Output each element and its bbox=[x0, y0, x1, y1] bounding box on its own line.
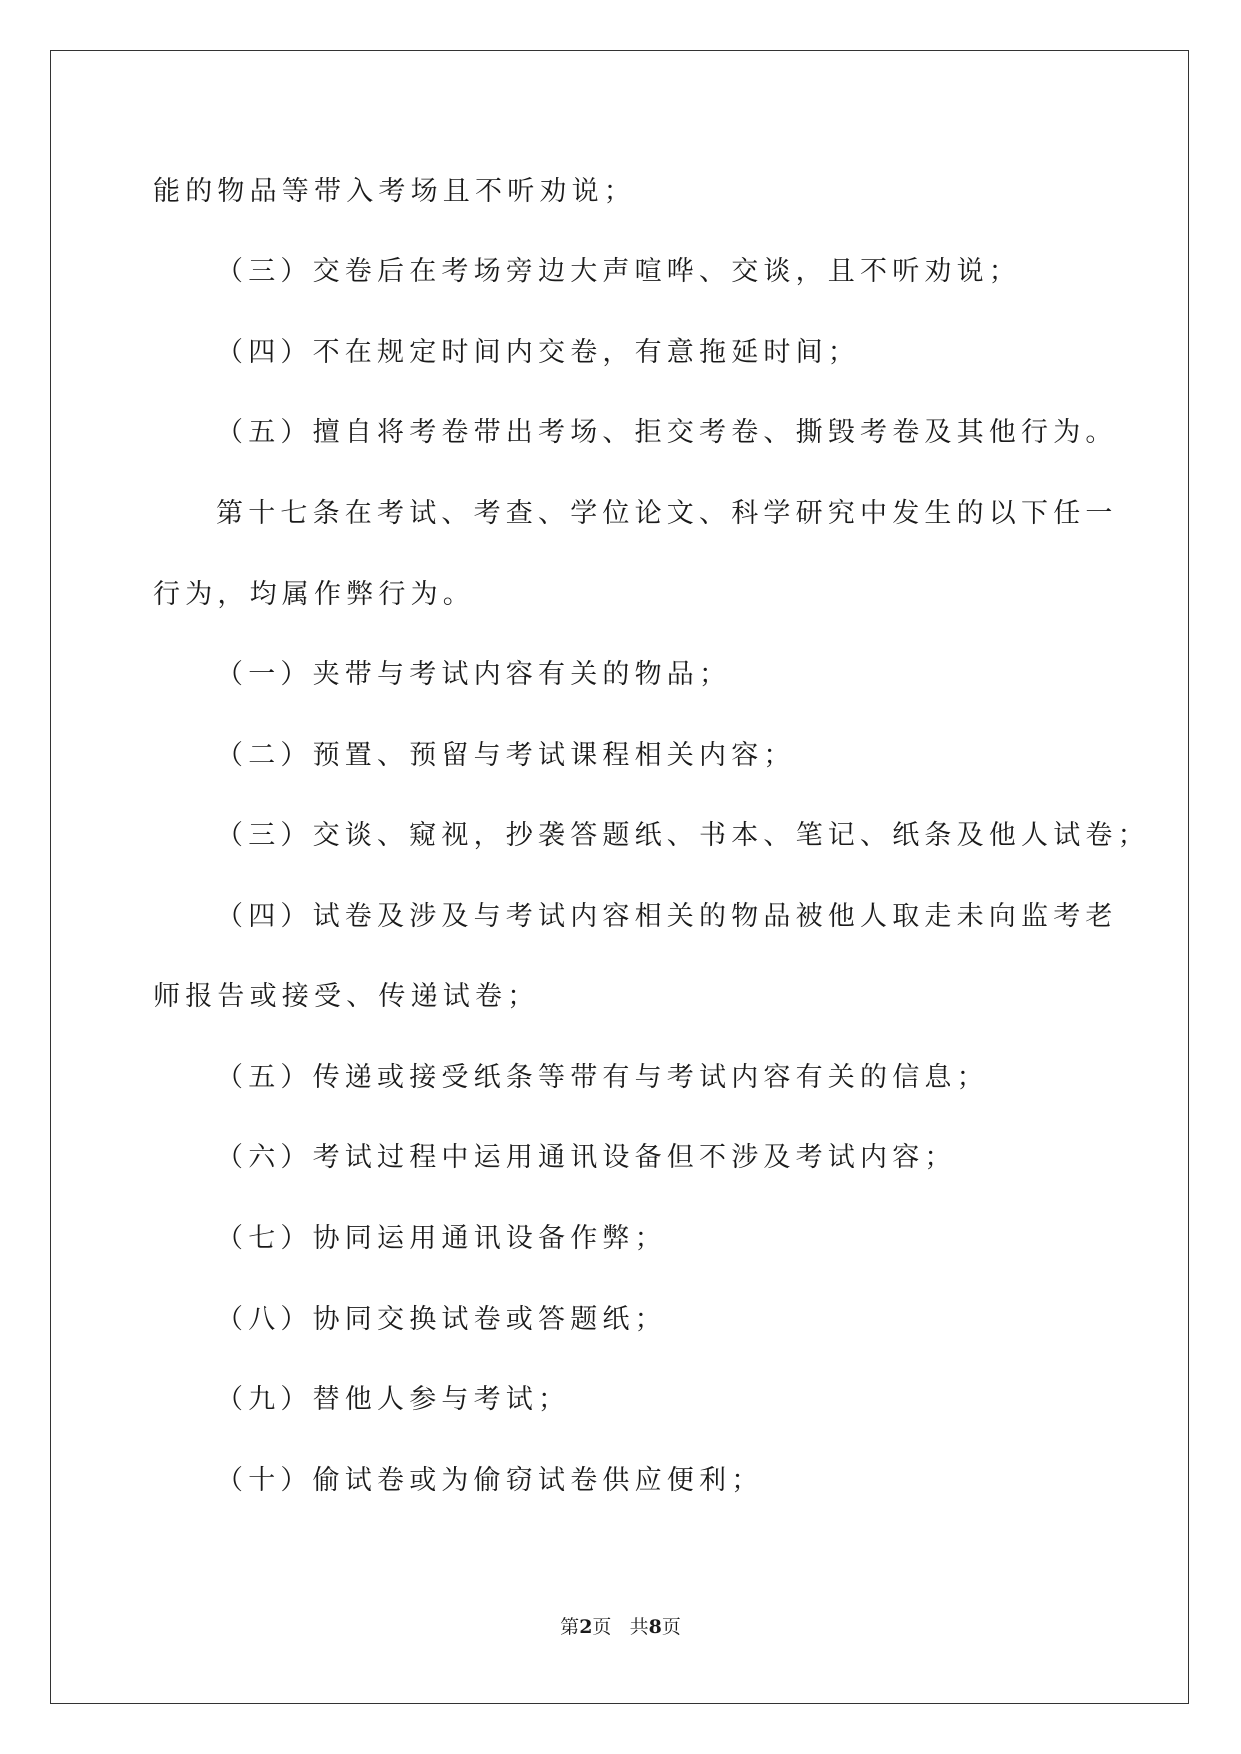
paragraph-line: （三）交谈、窥视，抄袭答题纸、书本、笔记、纸条及他人试卷； bbox=[216, 820, 1150, 851]
paragraph-line: 师报告或接受、传递试卷； bbox=[153, 981, 540, 1012]
paragraph-line: （七）协同运用通讯设备作弊； bbox=[216, 1223, 667, 1254]
page-footer bbox=[0, 1614, 1241, 1640]
paragraph-line: （三）交卷后在考场旁边大声喧哗、交谈，且不听劝说； bbox=[216, 256, 1021, 287]
paragraph-line: （四）试卷及涉及与考试内容相关的物品被他人取走未向监考老 bbox=[216, 901, 1118, 932]
total-suffix: 页 bbox=[661, 1616, 681, 1638]
paragraph-line: 第十七条在考试、考查、学位论文、科学研究中发生的以下任一 bbox=[216, 498, 1118, 529]
paragraph-line: 行为，均属作弊行为。 bbox=[153, 579, 475, 610]
page-border bbox=[50, 50, 1189, 1704]
total-prefix: 共 bbox=[629, 1616, 649, 1638]
paragraph-line: （五）擅自将考卷带出考场、拒交考卷、撕毁考卷及其他行为。 bbox=[216, 417, 1118, 448]
page-suffix: 页 bbox=[592, 1616, 612, 1638]
paragraph-line: （九）替他人参与考试； bbox=[216, 1384, 571, 1415]
paragraph-line: （五）传递或接受纸条等带有与考试内容有关的信息； bbox=[216, 1062, 989, 1093]
page-total: 8 bbox=[648, 1616, 662, 1638]
paragraph-line: （十）偷试卷或为偷窃试卷供应便利； bbox=[216, 1465, 764, 1496]
page-prefix: 第 bbox=[560, 1616, 580, 1638]
paragraph-line: （八）协同交换试卷或答题纸； bbox=[216, 1304, 667, 1335]
paragraph-line: （二）预置、预留与考试课程相关内容； bbox=[216, 740, 796, 771]
paragraph-line: （一）夹带与考试内容有关的物品； bbox=[216, 659, 732, 690]
paragraph-line: 能的物品等带入考场且不听劝说； bbox=[153, 176, 636, 207]
page-current: 2 bbox=[579, 1616, 593, 1638]
paragraph-line: （六）考试过程中运用通讯设备但不涉及考试内容； bbox=[216, 1142, 957, 1173]
paragraph-line: （四）不在规定时间内交卷，有意拖延时间； bbox=[216, 337, 860, 368]
